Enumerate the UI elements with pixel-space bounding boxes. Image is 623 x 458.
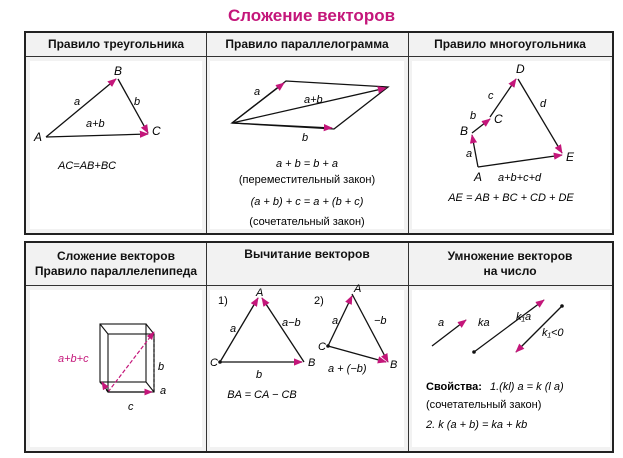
vector-b-label: b bbox=[302, 132, 309, 144]
vector-b-label: b bbox=[256, 369, 263, 381]
header-line: на число bbox=[483, 264, 537, 278]
subtraction-formula: BA = CA − CB bbox=[227, 389, 297, 401]
vector-c-label: c bbox=[128, 401, 134, 413]
vector-d-label: d bbox=[540, 98, 547, 110]
divider bbox=[206, 33, 207, 233]
polygon-formula: AE = AB + BC + CD + DE bbox=[448, 192, 574, 204]
point-c-dot bbox=[218, 360, 222, 364]
k1-condition: k₁<0 bbox=[542, 327, 564, 339]
header-triangle-rule: Правило треугольника bbox=[47, 37, 185, 51]
subtraction-diagram bbox=[210, 283, 404, 448]
top-panel bbox=[24, 31, 614, 235]
property-1-law: (сочетательный закон) bbox=[426, 399, 542, 411]
point-b-label: B bbox=[460, 124, 469, 138]
sum-label: a+b+c bbox=[58, 353, 89, 365]
vector-a-label: a bbox=[230, 323, 237, 335]
header-parallelogram-rule: Правило параллелограмма bbox=[225, 37, 389, 51]
vector-b bbox=[232, 123, 332, 128]
header-scalar-multiplication bbox=[408, 243, 612, 285]
divider bbox=[408, 33, 409, 233]
vector-b-label: b bbox=[470, 110, 477, 122]
parallelepiped-rule-cell bbox=[30, 290, 202, 447]
vector-a-label: a bbox=[160, 385, 167, 397]
bottom-header-row bbox=[26, 243, 612, 286]
parallelepiped-diagram bbox=[30, 290, 202, 448]
vector-ac bbox=[46, 134, 148, 137]
k1a-label: k₁a bbox=[516, 311, 532, 323]
ka-label: ka bbox=[478, 317, 490, 329]
sum-label: a+b bbox=[86, 118, 105, 130]
point-b-label: B bbox=[114, 64, 123, 78]
neg-b-label: −b bbox=[374, 315, 387, 327]
triangle-diagram bbox=[30, 61, 202, 233]
point-c-label: C bbox=[494, 112, 503, 126]
point-a-label: A bbox=[34, 130, 43, 144]
point-d-label: D bbox=[516, 62, 525, 76]
header-polygon-rule: Правило многоугольника bbox=[434, 37, 586, 51]
vector-ab bbox=[46, 79, 116, 137]
vector-a-label: a bbox=[438, 317, 445, 329]
sum-label: a+b bbox=[304, 94, 323, 106]
parallelogram-diagram bbox=[210, 61, 404, 233]
sum2-label: a + (−b) bbox=[328, 363, 367, 375]
vector-ka-start bbox=[472, 350, 476, 354]
polygon-diagram bbox=[412, 61, 610, 233]
property-1: 1.(kl) a = k (l a) bbox=[490, 381, 564, 393]
vector-ae bbox=[478, 155, 562, 167]
point-a-label: A bbox=[474, 170, 483, 184]
property-2: 2. k (a + b) = ka + kb bbox=[426, 419, 528, 431]
case-1-label: 1) bbox=[218, 295, 228, 307]
vector-b-label: b bbox=[134, 96, 141, 108]
header-parallelepiped-rule bbox=[26, 243, 206, 285]
associative-formula: (a + b) + c = a + (b + c) bbox=[250, 196, 364, 208]
vector-a-label: a bbox=[74, 96, 81, 108]
polygon-rule-cell bbox=[412, 61, 610, 229]
divider bbox=[206, 243, 207, 451]
point-a-label: A bbox=[354, 283, 362, 295]
scalar-multiplication-cell bbox=[412, 290, 610, 447]
divider bbox=[408, 243, 409, 451]
vector-neg-b bbox=[352, 294, 388, 362]
point-c-label: C bbox=[210, 357, 218, 369]
properties-label: Свойства: bbox=[426, 381, 482, 393]
parallelogram-rule-cell bbox=[210, 61, 404, 229]
triangle-rule-cell bbox=[30, 61, 202, 229]
point-b-label: B bbox=[390, 359, 398, 371]
top-header-row bbox=[26, 33, 612, 57]
point-b-label: B bbox=[308, 357, 316, 369]
vector-k1a-start bbox=[560, 304, 564, 308]
page-title: Сложение векторов bbox=[227, 6, 396, 25]
vector-a2-label: a bbox=[332, 315, 339, 327]
associative-law: (сочетательный закон) bbox=[249, 216, 365, 228]
vector-a-label: a bbox=[254, 86, 261, 98]
point-c-label: C bbox=[152, 124, 161, 138]
scalar-multiplication-diagram bbox=[412, 290, 610, 448]
point-c-label: C bbox=[318, 341, 326, 353]
vector-ca bbox=[220, 298, 258, 362]
point-a-label: A bbox=[256, 287, 264, 299]
header-line: Правило параллелепипеда bbox=[34, 264, 198, 278]
diff-label: a−b bbox=[282, 317, 301, 329]
commutative-law: (переместительный закон) bbox=[238, 174, 376, 186]
vector-a-label: a bbox=[466, 148, 473, 160]
header-line: Сложение векторов bbox=[57, 249, 175, 263]
triangle-formula: AC=AB+BC bbox=[58, 160, 117, 172]
subtraction-cell bbox=[210, 283, 404, 447]
sum-label: a+b+c+d bbox=[498, 172, 542, 184]
header-subtraction: Вычитание векторов bbox=[244, 247, 370, 261]
vector-ab bbox=[472, 135, 478, 167]
vector-b-label: b bbox=[158, 361, 165, 373]
vector-c bbox=[102, 382, 108, 392]
case-2-label: 2) bbox=[314, 295, 324, 307]
commutative-formula: a + b = b + a bbox=[275, 158, 339, 170]
header-line: Умножение векторов bbox=[447, 249, 573, 263]
bottom-panel bbox=[24, 241, 614, 453]
point-e-label: E bbox=[566, 150, 575, 164]
vector-ba bbox=[262, 298, 304, 362]
vector-sum2 bbox=[328, 346, 386, 362]
vector-de bbox=[518, 79, 562, 153]
vector-c-label: c bbox=[488, 90, 494, 102]
point-c-dot bbox=[326, 344, 330, 348]
vector-bc bbox=[118, 79, 148, 133]
